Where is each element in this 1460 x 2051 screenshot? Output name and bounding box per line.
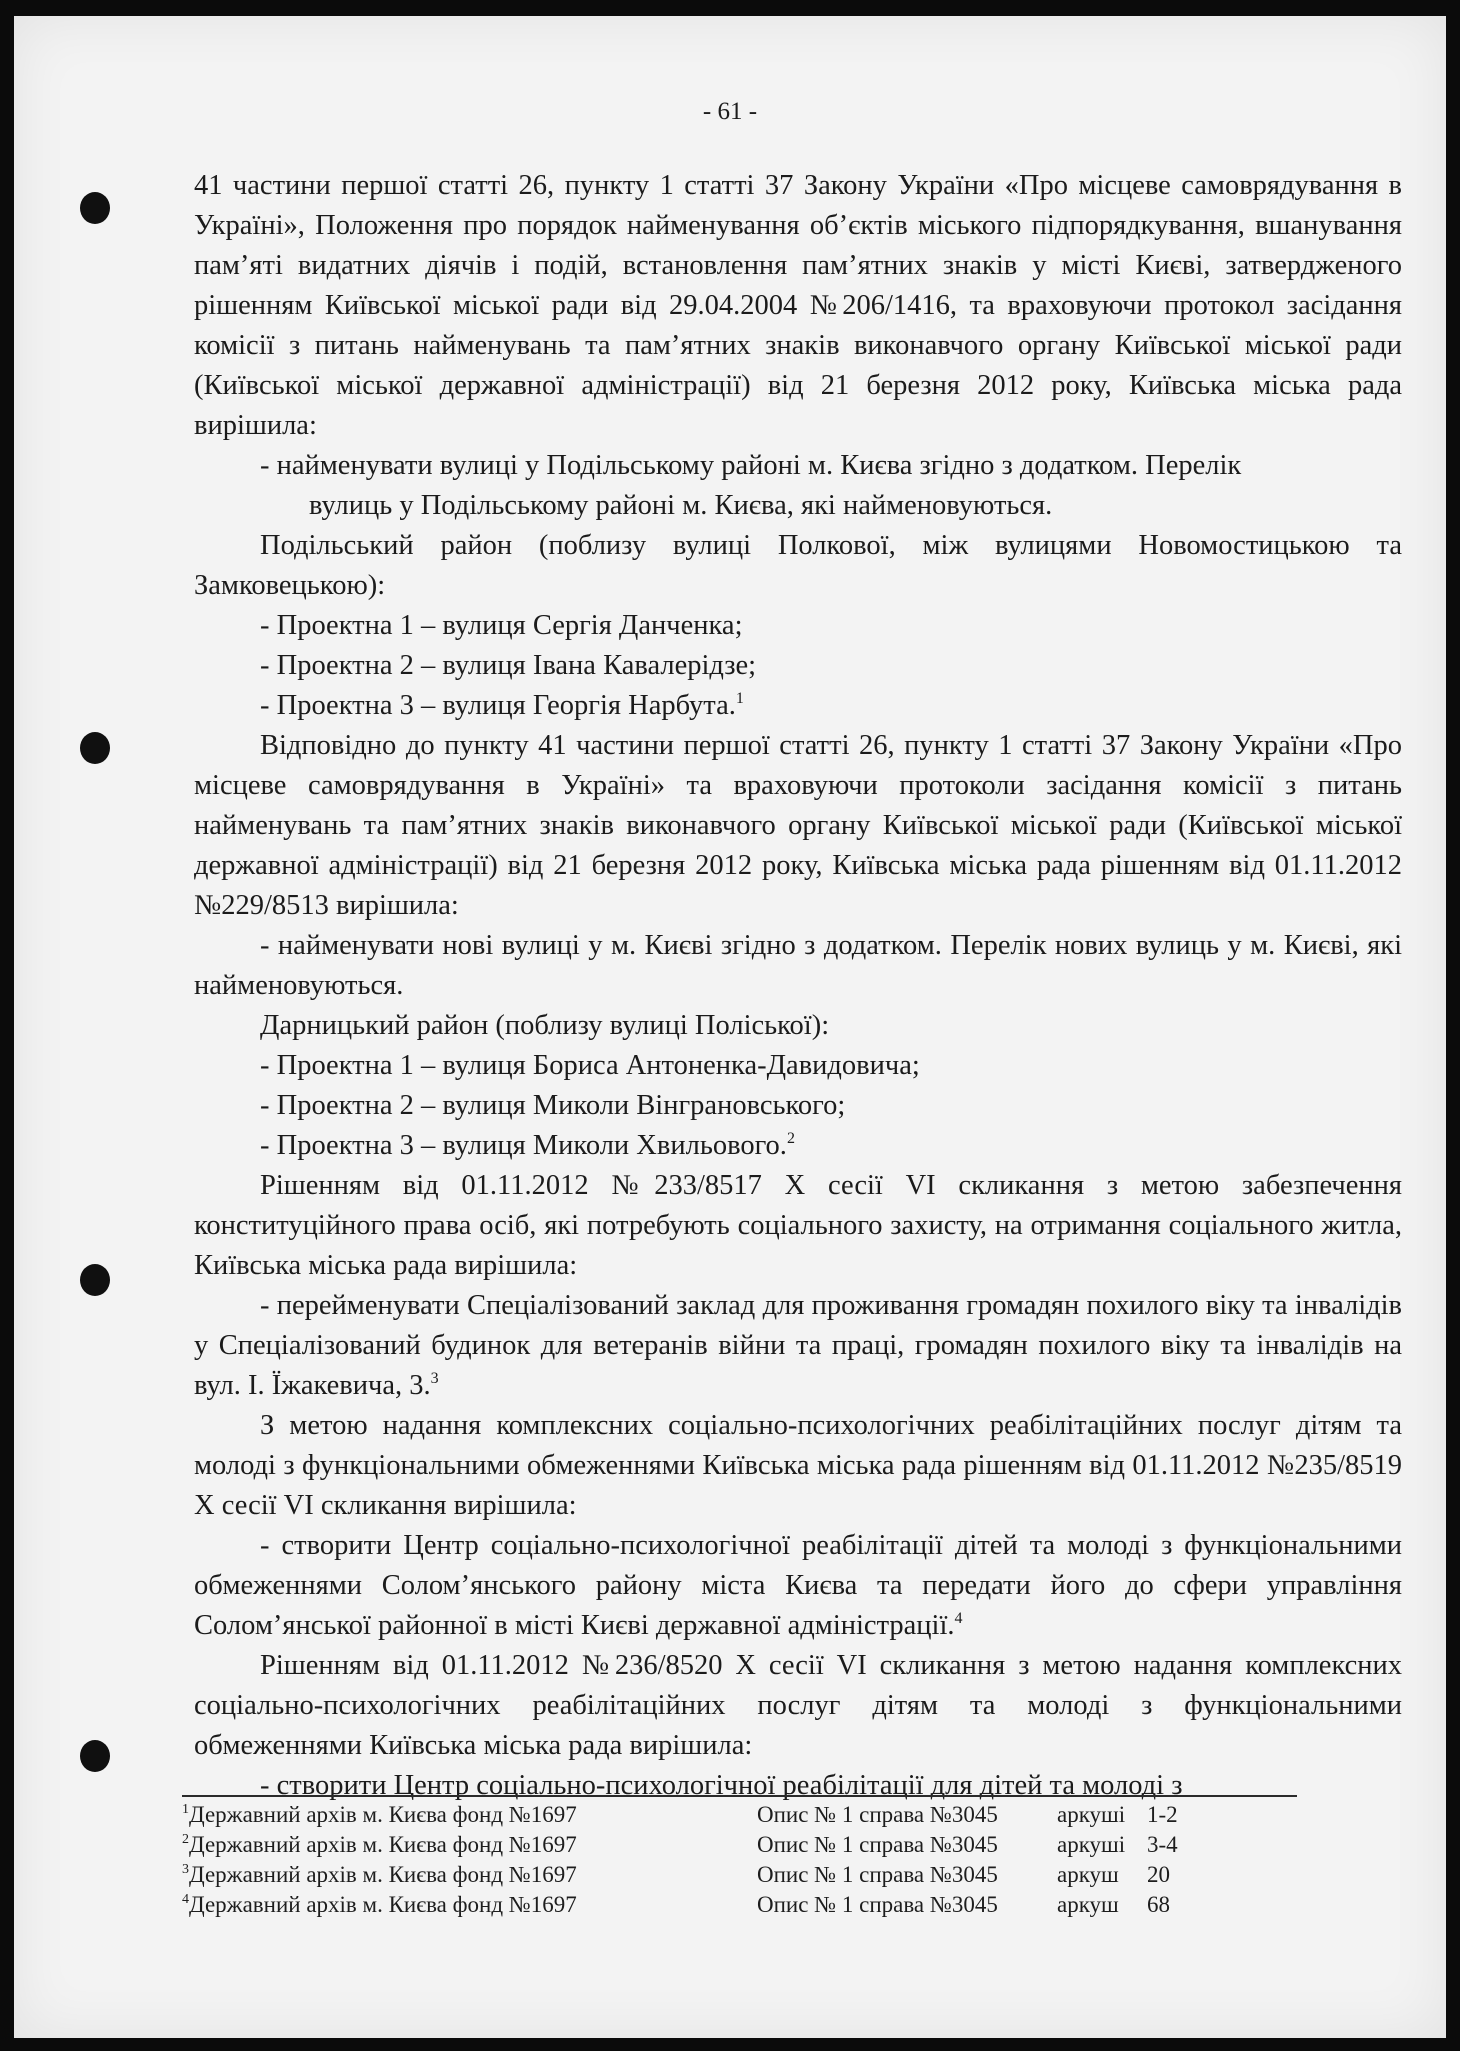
paragraph: Рішенням від 01.11.2012 №233/8517 X сесії VI скликання з метою забезпечення конституційного права осіб, які потребують соціального захисту, на отримання соціального житла, Київська міська рада вирішила: — [194, 1170, 1402, 1281]
list-item-continuation: вулиць у Подільському районі м. Києва, які найменовуються. — [309, 490, 1053, 521]
page-number: - 61 - — [702, 98, 758, 125]
paragraph: Дарницький район (поблизу вулиці Поліської): — [260, 1010, 830, 1041]
punch-hole — [80, 732, 110, 764]
footnote-number: 2 — [182, 1832, 189, 1847]
punch-hole — [80, 192, 110, 224]
footnote-opys: Опис № 1 справа №3045 — [757, 1892, 998, 1917]
punch-hole — [80, 1740, 110, 1772]
footnote-pages: 20 — [1147, 1862, 1170, 1887]
footnote-ref: 1 — [735, 690, 744, 707]
list-item-text: - Проектна 3 – вулиця Георгія Нарбута. — [260, 690, 736, 721]
footnote-ark: аркуш — [1057, 1862, 1119, 1887]
punch-hole — [80, 1264, 110, 1296]
list-item: - найменувати вулиці у Подільському районі м. Києва згідно з додатком. Перелік — [260, 450, 1242, 481]
list-item: - створити Центр соціально-психологічної реабілітації для дітей та молоді з — [260, 1770, 1183, 1801]
footnote-ark: аркуші — [1057, 1802, 1126, 1827]
footnote — [182, 1890, 1282, 1920]
footnote-divider — [182, 1795, 1297, 1797]
list-item: - Проектна 2 – вулиця Івана Кавалерідзе; — [260, 650, 757, 681]
footnote-pages: 68 — [1147, 1892, 1170, 1917]
footnote — [182, 1860, 1282, 1890]
footnote-number: 1 — [182, 1802, 189, 1817]
list-item — [194, 1526, 1402, 1646]
footnote-ref: 4 — [954, 1610, 963, 1627]
footnote-ref: 3 — [430, 1370, 439, 1387]
list-item — [194, 1126, 1402, 1166]
list-item: - Проектна 1 – вулиця Бориса Антоненка-Давидовича; — [260, 1050, 920, 1081]
footnote-number: 3 — [182, 1862, 189, 1877]
list-item-text: - Проектна 3 – вулиця Миколи Хвильового. — [260, 1130, 787, 1161]
footnote-opys: Опис № 1 справа №3045 — [757, 1832, 998, 1857]
paragraph: Подільський район (поблизу вулиці Полкової, між вулицями Новомостицькою та Замковецькою): — [194, 530, 1402, 601]
list-item: - Проектна 1 – вулиця Сергія Данченка; — [260, 610, 743, 641]
footnote-pages: 3-4 — [1147, 1832, 1178, 1857]
document-page — [14, 16, 1446, 2038]
footnote-opys: Опис № 1 справа №3045 — [757, 1802, 998, 1827]
document-body — [194, 166, 1402, 1806]
footnote-ark: аркуші — [1057, 1832, 1126, 1857]
footnote-number: 4 — [182, 1892, 189, 1907]
paragraph: Рішенням від 01.11.2012 №236/8520 X сесії VI скликання з метою надання комплексних соціально-психологічних реабілітаційних послуг дітям та молоді з функціональними обмеженнями Київська міська рада вирішила: — [194, 1650, 1402, 1761]
list-item: - найменувати нові вулиці у м. Києві згідно з додатком. Перелік нових вулиць у м. Києві, які найменовуються. — [194, 930, 1402, 1001]
footnote-source: $^3$Державний архів м. Києва фонд №1697 — [182, 1862, 577, 1887]
paragraph: 41 частини першої статті 26, пункту 1 статті 37 Закону України «Про місцеве самоврядування в Україні», Положення про порядок найменування об’єктів міського підпорядкування, вшанування пам’яті видатних діячів і подій, встановлення пам’ятних знаків у місті Києві, затвердженого рішенням Київської міської ради від 29.04.2004 №206/1416, та враховуючи протокол засідання комісії з питань найменувань та пам’ятних знаків виконавчого органу Київської міської ради (Київської міської державної адміністрації) від 21 березня 2012 року, Київська міська рада вирішила: — [194, 170, 1402, 441]
paragraph: Відповідно до пункту 41 частини першої статті 26, пункту 1 статті 37 Закону України «Про місцеве самоврядування в Україні» та враховуючи протоколи засідання комісії з питань найменувань та пам’ятних знаків виконавчого органу Київської міської ради (Київської міської державної адміністрації) від 21 березня 2012 року, Київська міська рада рішенням від 01.11.2012 №229/8513 вирішила: — [194, 730, 1402, 921]
footnote-source: $^2$Державний архів м. Києва фонд №1697 — [182, 1832, 577, 1857]
footnote — [182, 1830, 1282, 1860]
footnote-ark: аркуш — [1057, 1892, 1119, 1917]
footnote-ref: 2 — [786, 1130, 795, 1147]
list-item: - Проектна 2 – вулиця Миколи Вінграновського; — [260, 1090, 846, 1121]
footnote-opys: Опис № 1 справа №3045 — [757, 1862, 998, 1887]
footnote-pages: 1-2 — [1147, 1802, 1178, 1827]
list-item — [194, 1286, 1402, 1406]
footnote — [182, 1800, 1282, 1830]
footnote-source: $^4$Державний архів м. Києва фонд №1697 — [182, 1892, 577, 1917]
list-item — [194, 686, 1402, 726]
footnotes — [182, 1800, 1282, 1920]
list-item-text: - перейменувати Спеціалізований заклад для проживання громадян похилого віку та інвалідів у Спеціалізований будинок для ветеранів війни та праці, громадян похилого віку та інвалідів на вул. І. Їжакевича, 3. — [194, 1290, 1402, 1401]
footnote-source: $^1$Державний архів м. Києва фонд №1697 — [182, 1802, 577, 1827]
list-item-text: - створити Центр соціально-психологічної реабілітації дітей та молоді з функціональними обмеженнями Солом’янського району міста Києва та передати його до сфери управління Солом’янської районної в місті Києві державної адміністрації. — [194, 1530, 1402, 1641]
paragraph: З метою надання комплексних соціально-психологічних реабілітаційних послуг дітям та молоді з функціональними обмеженнями Київська міська рада рішенням від 01.11.2012 №235/8519 X сесії VI скликання вирішила: — [194, 1410, 1402, 1521]
